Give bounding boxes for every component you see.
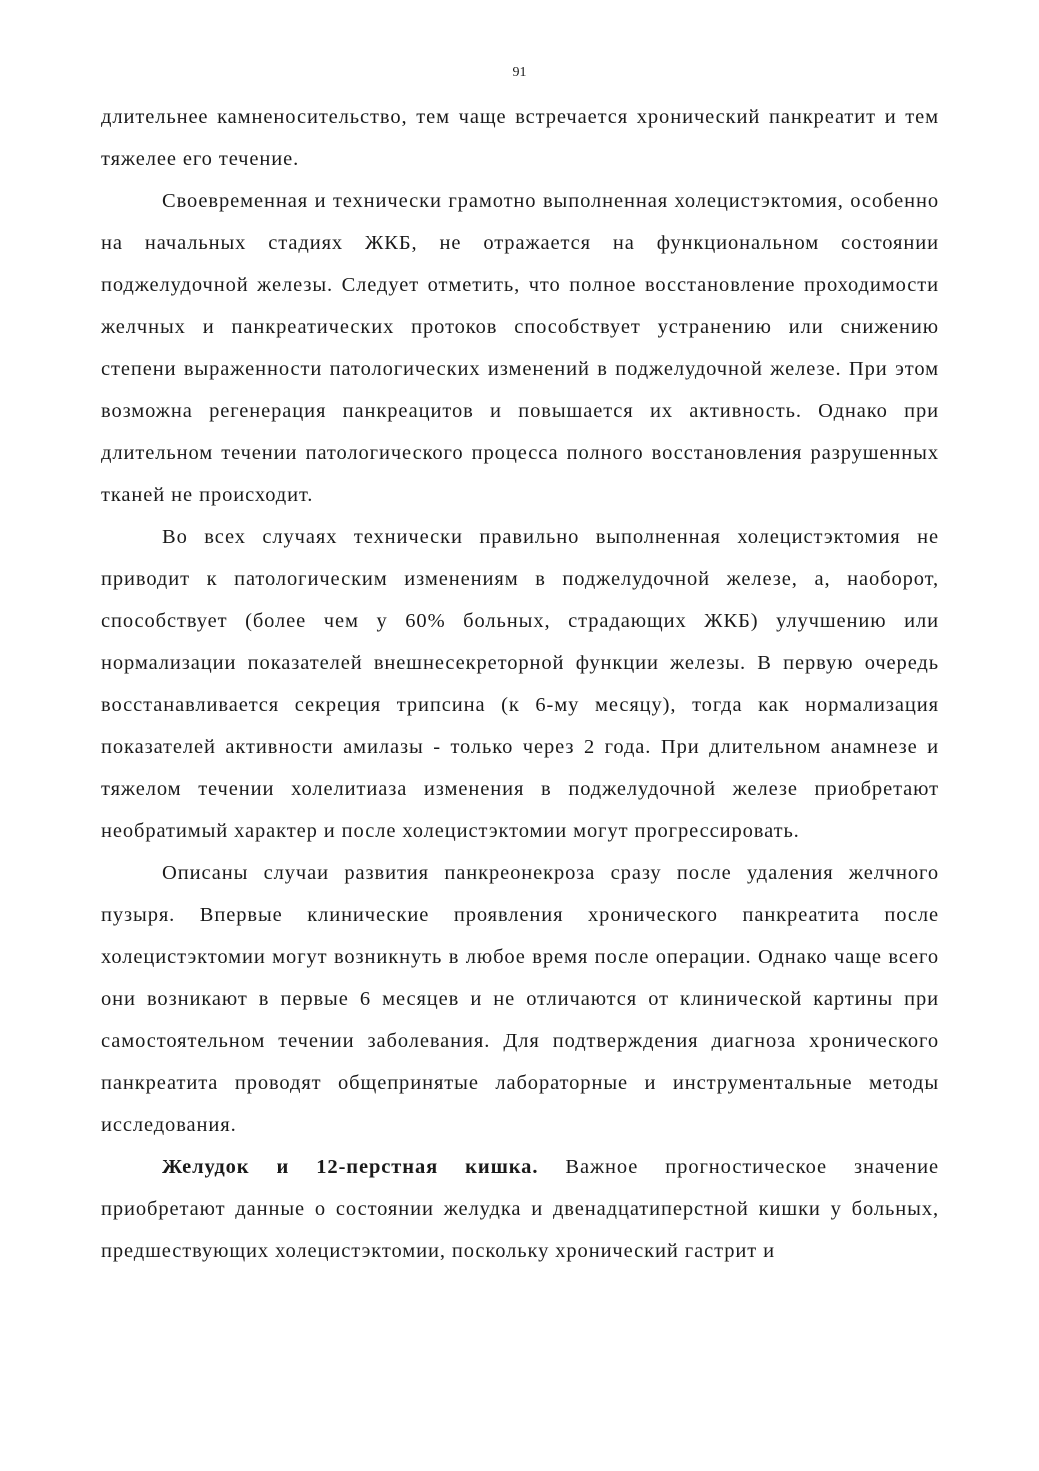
paragraph-continuation: длительнее камненосительство, тем чаще встречается хронический панкреатит и тем тяжелее его течение. xyxy=(101,106,939,170)
paragraph-stomach-duodenum xyxy=(101,1146,939,1272)
paragraph-pancreonecrosis: Описаны случаи развития панкреонекроза сразу после удаления желчного пузыря. Впервые клинические проявления хронического панкреатита после холецистэктомии могут возникнуть в любое время после операции. Однако чаще всего они возникают в первые 6 месяцев и не отличаются от клинической картины при самостоятельном течении заболевания. Для подтверждения диагноза хронического панкреатита проводят общепринятые лабораторные и инструментальные методы исследования. xyxy=(101,862,939,1136)
body-text xyxy=(101,96,939,1272)
paragraph-cholecystectomy-outcomes: Во всех случаях технически правильно выполненная холецистэктомия не приводит к патологическим изменениям в поджелудочной железе, а, наоборот, способствует (более чем у 60% больных, страдающих ЖКБ) улучшению или нормализации показателей внешнесекреторной функции железы. В первую очередь восстанавливается секреция трипсина (к 6-му месяцу), тогда как нормализация показателей активности амилазы - только через 2 года. При длительном анамнезе и тяжелом течении холелитиаза изменения в поджелудочной железе приобретают необратимый характер и после холецистэктомии могут прогрессировать. xyxy=(101,526,939,842)
page-number: 91 xyxy=(512,65,527,80)
section-heading: Желудок и 12-перстная кишка. xyxy=(162,1156,539,1178)
paragraph-text: Важное прогностическое значение приобретают данные о состоянии желудка и двенадцатиперстной кишки у больных, предшествующих холецистэктомии, поскольку хронический гастрит и xyxy=(101,1156,939,1262)
paragraph-cholecystectomy-timely: Своевременная и технически грамотно выполненная холецистэктомия, особенно на начальных стадиях ЖКБ, не отражается на функциональном состоянии поджелудочной железы. Следует отметить, что полное восстановление проходимости желчных и панкреатических протоков способствует устранению или снижению степени выраженности патологических изменений в поджелудочной железе. При этом возможна регенерация панкреацитов и повышается их активность. Однако при длительном течении патологического процесса полного восстановления разрушенных тканей не происходит. xyxy=(101,190,939,506)
